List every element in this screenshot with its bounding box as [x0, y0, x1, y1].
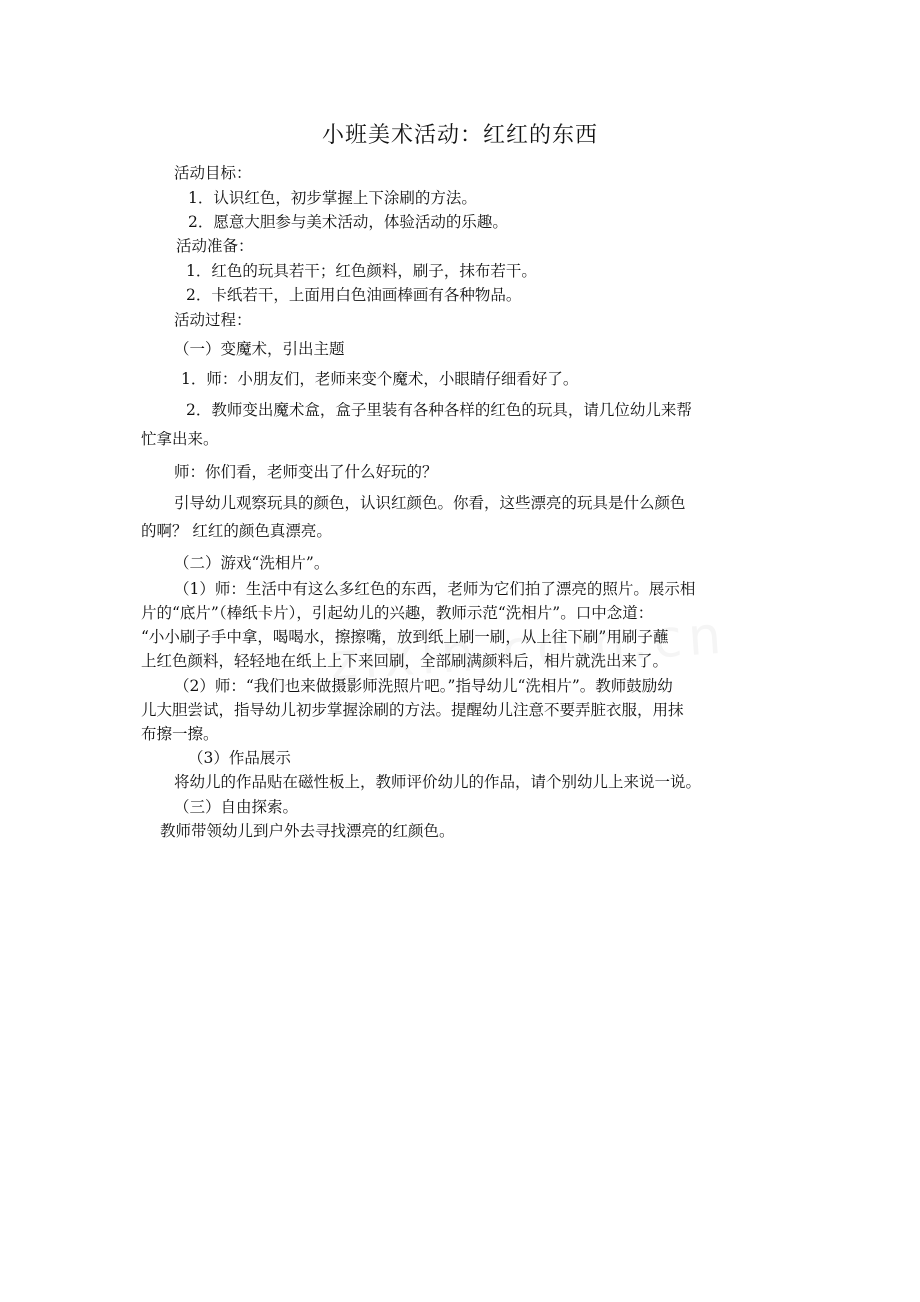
paragraph-line: “小小刷子手中拿，喝喝水，擦擦嘴，放到纸上刷一刷，从上往下刷”用刷子蘸 — [141, 628, 669, 646]
section-heading-goals: 活动目标： — [174, 164, 252, 182]
process-part-1-heading: （一）变魔术，引出主题 — [174, 340, 345, 358]
paragraph-line: 片的“底片”（棒纸卡片），引起幼儿的兴趣，教师示范“洗相片”。口中念道： — [141, 604, 654, 622]
section-heading-preparation: 活动准备： — [176, 237, 254, 255]
paragraph-line: （2）师：“我们也来做摄影师洗照片吧。”指导幼儿“洗相片”。教师鼓励幼 — [174, 677, 673, 695]
paragraph-line: 忙拿出来。 — [141, 430, 219, 448]
paragraph-line: 上红色颜料，轻轻地在纸上上下来回刷，全部刷满颜料后，相片就洗出来了。 — [141, 652, 669, 670]
document-title: 小班美术活动：红红的东西 — [321, 123, 598, 148]
paragraph-line: 引导幼儿观察玩具的颜色，认识红颜色。你看，这些漂亮的玩具是什么颜色 — [174, 494, 686, 512]
paragraph-line: 的啊？ 红红的颜色真漂亮。 — [141, 522, 332, 540]
paragraph-line: 儿大胆尝试，指导幼儿初步掌握涂刷的方法。提醒幼儿注意不要弄脏衣服，用抹 — [141, 701, 684, 719]
goal-item-1: 1．认识红色，初步掌握上下涂刷的方法。 — [188, 189, 477, 207]
preparation-item-1: 1．红色的玩具若干；红色颜料，刷子，抹布若干。 — [186, 262, 537, 280]
paragraph-line: 布擦一擦。 — [141, 725, 219, 743]
paragraph-line: （1）师：生活中有这么多红色的东西，老师为它们拍了漂亮的照片。展示相 — [174, 580, 696, 598]
paragraph-line: 教师带领幼儿到户外去寻找漂亮的红颜色。 — [160, 822, 455, 840]
process-part-2-heading: （二）游戏“洗相片”。 — [174, 554, 330, 572]
process-part-4-heading: （三）自由探索。 — [174, 798, 299, 816]
paragraph-line: 2．教师变出魔术盒，盒子里装有各种各样的红色的玩具，请几位幼儿来帮 — [186, 401, 692, 419]
paragraph-line: 1．师：小朋友们，老师来变个魔术，小眼睛仔细看好了。 — [181, 370, 579, 388]
process-part-3-heading: （3）作品展示 — [188, 749, 291, 767]
goal-item-2: 2．愿意大胆参与美术活动，体验活动的乐趣。 — [188, 213, 508, 231]
paragraph-line: 将幼儿的作品贴在磁性板上，教师评价幼儿的作品，请个别幼儿上来说一说。 — [174, 773, 702, 791]
paragraph-line: 师：你们看，老师变出了什么好玩的？ — [174, 463, 438, 481]
preparation-item-2: 2．卡纸若干，上面用白色油画棒画有各种物品。 — [186, 286, 522, 304]
section-heading-process: 活动过程： — [174, 311, 252, 329]
